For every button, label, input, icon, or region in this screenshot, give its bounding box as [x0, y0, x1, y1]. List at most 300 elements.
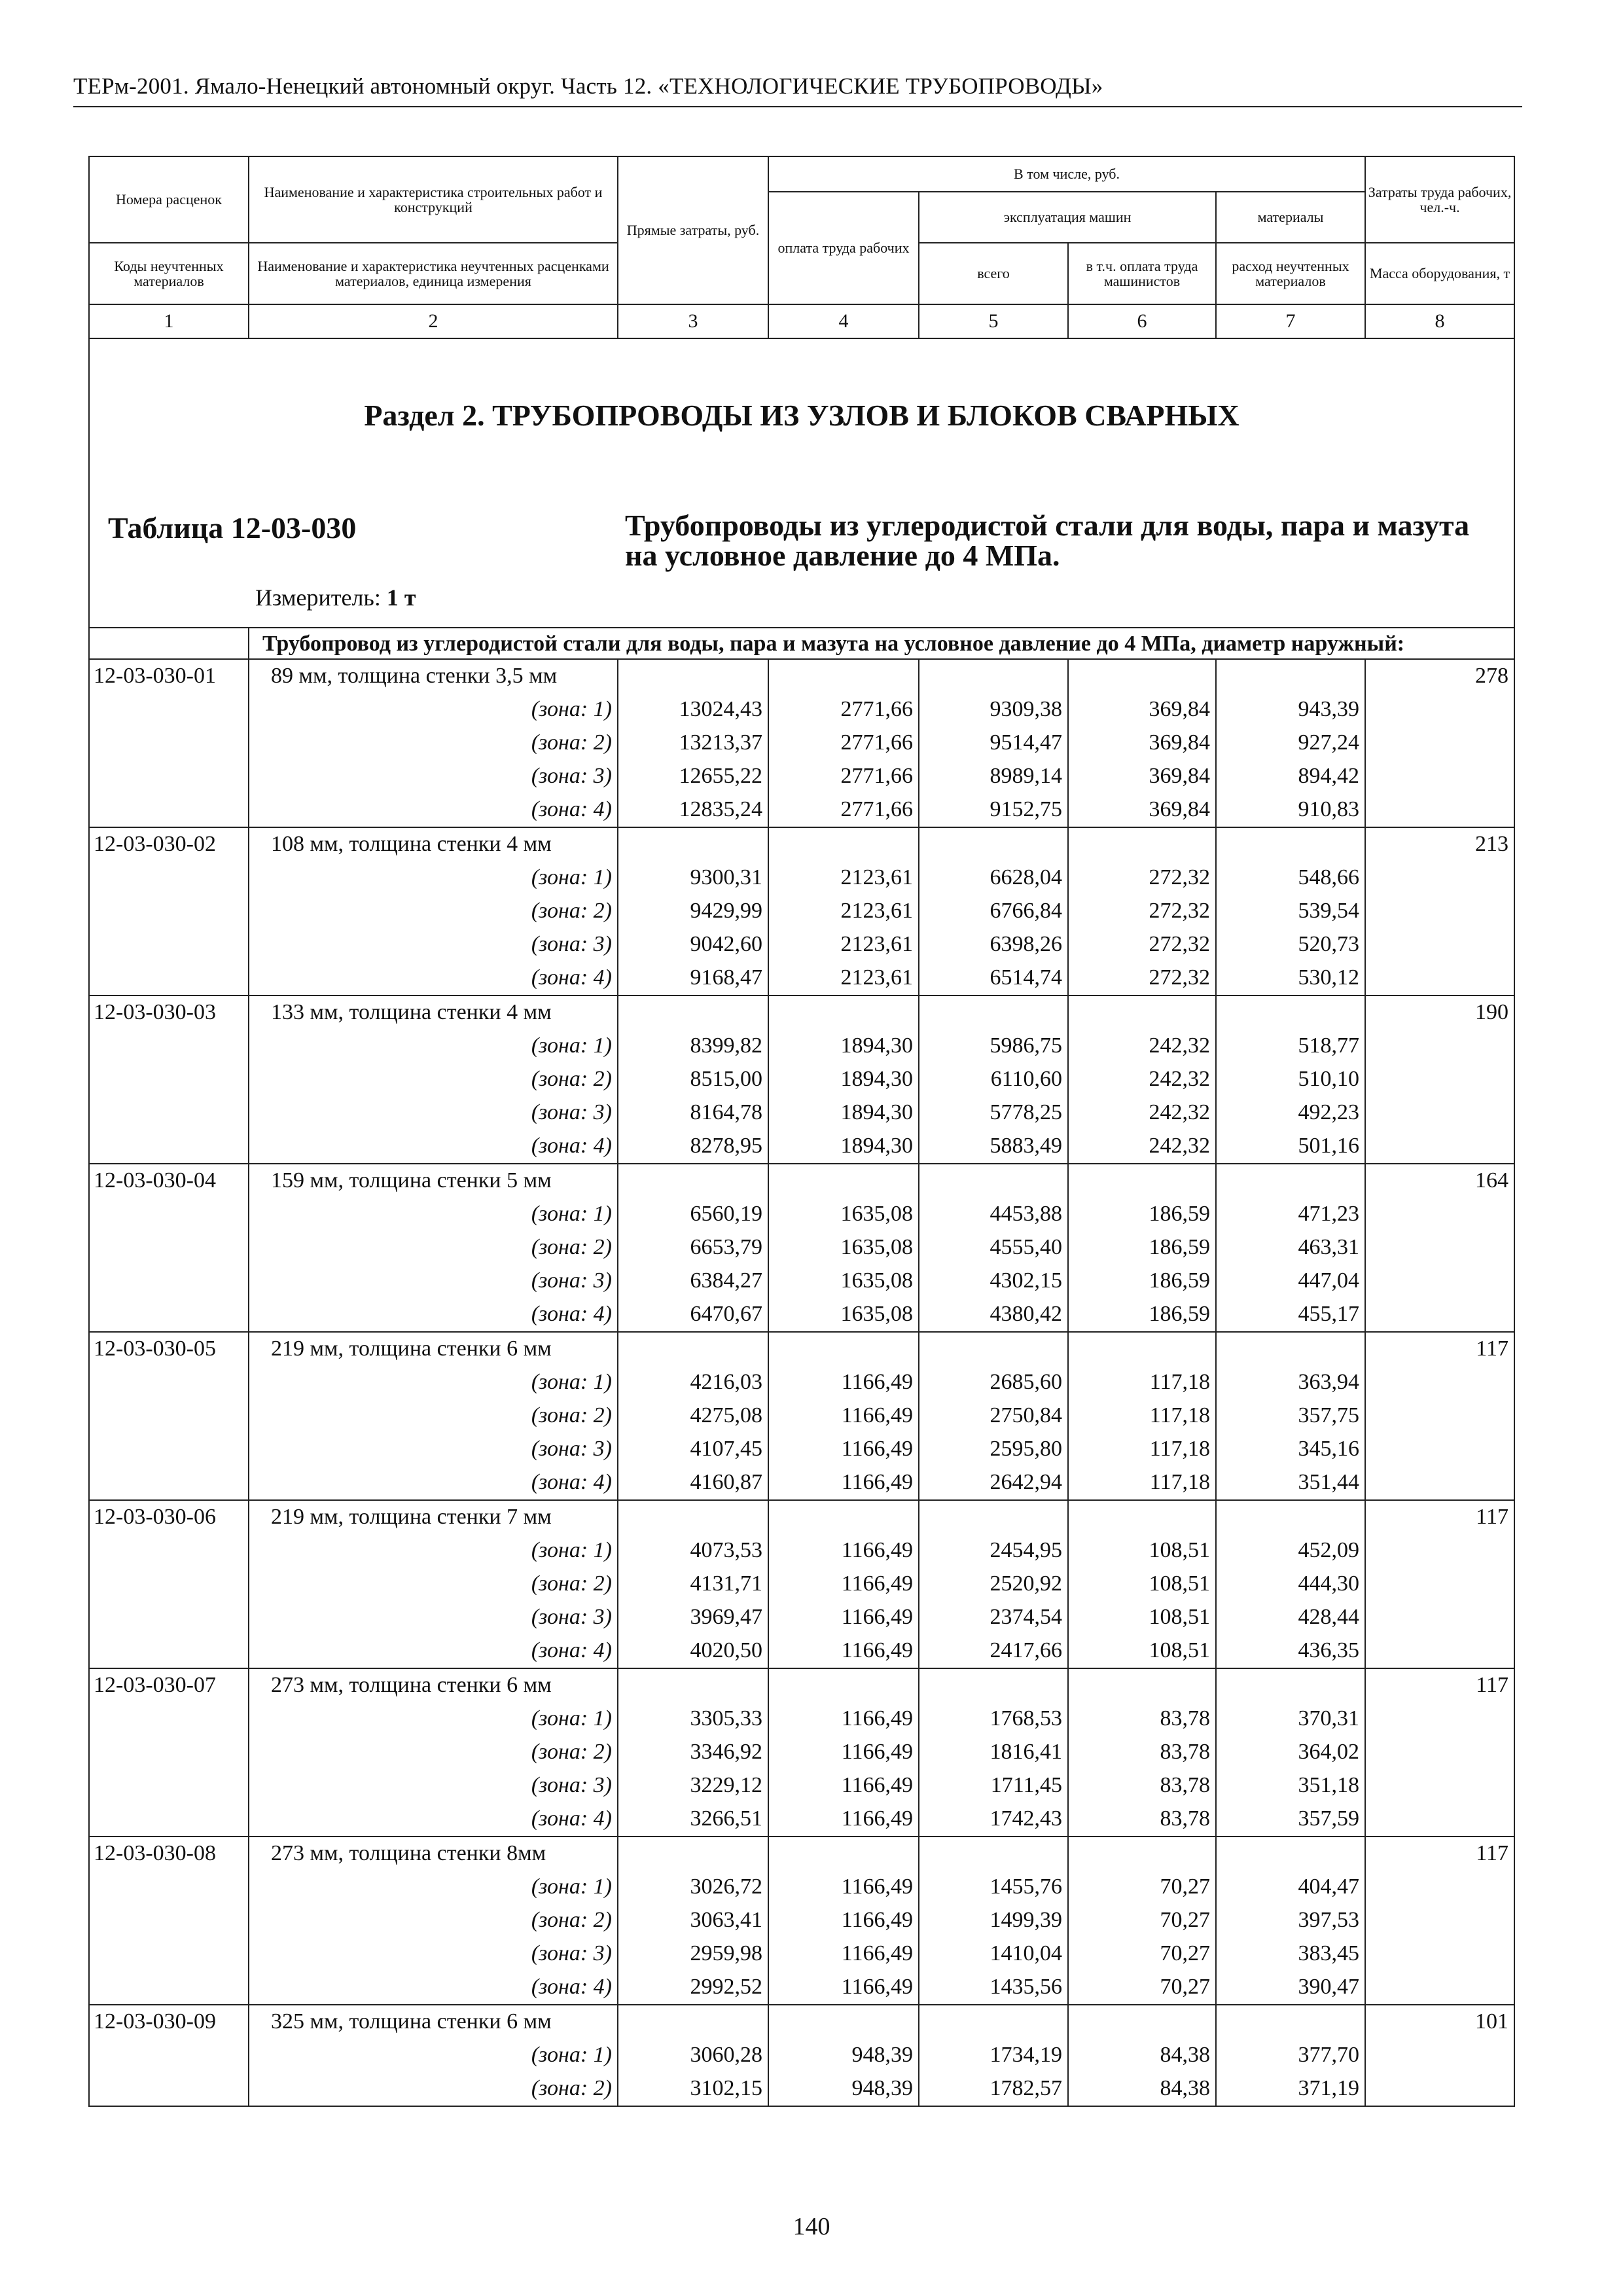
empty-cell — [1068, 996, 1216, 1030]
table-body — [89, 659, 1514, 2106]
worker-wage: 1166,49 — [768, 1433, 919, 1466]
zone-label: (зона: 4) — [249, 1466, 618, 1500]
machine-cost: 9152,75 — [919, 793, 1068, 827]
col-number: 1 — [89, 304, 249, 338]
machinist-wage: 369,84 — [1068, 726, 1216, 760]
empty-cell — [1365, 1601, 1514, 1634]
worker-wage: 1894,30 — [768, 1030, 919, 1063]
zone-label: (зона: 4) — [249, 1130, 618, 1164]
empty-cell — [768, 1164, 919, 1198]
empty-cell — [89, 1601, 249, 1634]
machine-cost: 5986,75 — [919, 1030, 1068, 1063]
worker-wage: 948,39 — [768, 2039, 919, 2072]
group-row — [89, 1837, 1514, 1871]
empty-cell — [89, 1736, 249, 1769]
worker-wage: 2123,61 — [768, 928, 919, 961]
zone-label: (зона: 1) — [249, 1366, 618, 1399]
zone-row — [89, 1803, 1514, 1837]
direct-cost: 8515,00 — [618, 1063, 768, 1096]
machine-cost: 6628,04 — [919, 861, 1068, 895]
empty-cell — [89, 928, 249, 961]
empty-cell — [1365, 1702, 1514, 1736]
empty-cell — [89, 1231, 249, 1265]
empty-cell — [89, 1130, 249, 1164]
rate-code: 12-03-030-01 — [89, 659, 249, 693]
empty-cell — [89, 1030, 249, 1063]
machinist-wage: 117,18 — [1068, 1399, 1216, 1433]
material-cost: 345,16 — [1216, 1433, 1365, 1466]
zone-row — [89, 1871, 1514, 1904]
empty-cell — [89, 2039, 249, 2072]
machinist-wage: 272,32 — [1068, 928, 1216, 961]
machinist-wage: 272,32 — [1068, 961, 1216, 996]
header-col6: в т.ч. оплата труда машинистов — [1068, 243, 1216, 304]
machinist-wage: 186,59 — [1068, 1298, 1216, 1332]
machine-cost: 5883,49 — [919, 1130, 1068, 1164]
machinist-wage: 242,32 — [1068, 1130, 1216, 1164]
worker-wage: 2123,61 — [768, 895, 919, 928]
rate-code: 12-03-030-06 — [89, 1500, 249, 1534]
col-number: 8 — [1365, 304, 1514, 338]
empty-cell — [1068, 659, 1216, 693]
zone-row — [89, 1736, 1514, 1769]
zone-row — [89, 2072, 1514, 2106]
empty-cell — [919, 996, 1068, 1030]
rate-description: 219 мм, толщина стенки 6 мм — [249, 1332, 618, 1366]
machine-cost: 1782,57 — [919, 2072, 1068, 2106]
machine-cost: 1816,41 — [919, 1736, 1068, 1769]
zone-row — [89, 693, 1514, 726]
labor-cost: 101 — [1365, 2005, 1514, 2039]
machine-cost: 1455,76 — [919, 1871, 1068, 1904]
direct-cost: 4275,08 — [618, 1399, 768, 1433]
material-cost: 397,53 — [1216, 1904, 1365, 1937]
empty-cell — [1216, 1332, 1365, 1366]
unit-label: Измеритель: — [255, 584, 381, 611]
material-cost: 455,17 — [1216, 1298, 1365, 1332]
empty-cell — [89, 1769, 249, 1803]
zone-label: (зона: 2) — [249, 895, 618, 928]
machinist-wage: 70,27 — [1068, 1871, 1216, 1904]
header-machines: эксплуатация машин — [919, 192, 1216, 243]
rate-code: 12-03-030-05 — [89, 1332, 249, 1366]
page-number: 140 — [793, 2213, 830, 2240]
empty-cell — [89, 1971, 249, 2005]
direct-cost: 3266,51 — [618, 1803, 768, 1837]
direct-cost: 9042,60 — [618, 928, 768, 961]
zone-label: (зона: 4) — [249, 961, 618, 996]
empty-cell — [1365, 1433, 1514, 1466]
machine-cost: 2642,94 — [919, 1466, 1068, 1500]
direct-cost: 8164,78 — [618, 1096, 768, 1130]
empty-cell — [919, 1668, 1068, 1702]
zone-label: (зона: 1) — [249, 1702, 618, 1736]
machinist-wage: 117,18 — [1068, 1466, 1216, 1500]
empty-cell — [89, 1871, 249, 1904]
machine-cost: 4453,88 — [919, 1198, 1068, 1231]
direct-cost: 6560,19 — [618, 1198, 768, 1231]
material-cost: 370,31 — [1216, 1702, 1365, 1736]
zone-label: (зона: 3) — [249, 1433, 618, 1466]
worker-wage: 1166,49 — [768, 1466, 919, 1500]
zone-row — [89, 895, 1514, 928]
empty-cell — [1068, 1837, 1216, 1871]
material-cost: 447,04 — [1216, 1265, 1365, 1298]
empty-cell — [768, 2005, 919, 2039]
material-cost: 452,09 — [1216, 1534, 1365, 1568]
empty-cell — [1365, 1399, 1514, 1433]
rate-description: 159 мм, толщина стенки 5 мм — [249, 1164, 618, 1198]
empty-cell — [89, 1063, 249, 1096]
empty-cell — [89, 1198, 249, 1231]
worker-wage: 1166,49 — [768, 1568, 919, 1601]
empty-cell — [89, 793, 249, 827]
machinist-wage: 186,59 — [1068, 1265, 1216, 1298]
zone-row — [89, 961, 1514, 996]
empty-cell — [1216, 1668, 1365, 1702]
rate-description: 133 мм, толщина стенки 4 мм — [249, 996, 618, 1030]
material-cost: 351,44 — [1216, 1466, 1365, 1500]
machine-cost: 1768,53 — [919, 1702, 1068, 1736]
empty-cell — [89, 1634, 249, 1668]
machinist-wage: 70,27 — [1068, 1971, 1216, 2005]
empty-cell — [919, 1837, 1068, 1871]
zone-label: (зона: 2) — [249, 2072, 618, 2106]
zone-row — [89, 928, 1514, 961]
empty-cell — [1365, 1298, 1514, 1332]
empty-cell — [89, 1265, 249, 1298]
zone-label: (зона: 2) — [249, 1063, 618, 1096]
col-number: 7 — [1216, 304, 1365, 338]
group-row — [89, 659, 1514, 693]
empty-cell — [1365, 1466, 1514, 1500]
labor-cost: 164 — [1365, 1164, 1514, 1198]
rate-code: 12-03-030-09 — [89, 2005, 249, 2039]
material-cost: 357,59 — [1216, 1803, 1365, 1837]
zone-label: (зона: 1) — [249, 861, 618, 895]
empty-cell — [1216, 659, 1365, 693]
worker-wage: 948,39 — [768, 2072, 919, 2106]
worker-wage: 1166,49 — [768, 1937, 919, 1971]
empty-cell — [89, 726, 249, 760]
zone-row — [89, 1601, 1514, 1634]
header-rule — [73, 106, 1522, 107]
direct-cost: 6653,79 — [618, 1231, 768, 1265]
direct-cost: 4216,03 — [618, 1366, 768, 1399]
zone-label: (зона: 4) — [249, 1971, 618, 2005]
empty-cell — [89, 895, 249, 928]
empty-cell — [1068, 1164, 1216, 1198]
zone-label: (зона: 1) — [249, 2039, 618, 2072]
zone-row — [89, 1634, 1514, 1668]
machine-cost: 9514,47 — [919, 726, 1068, 760]
zone-label: (зона: 3) — [249, 1937, 618, 1971]
empty-cell — [1365, 861, 1514, 895]
machinist-wage: 83,78 — [1068, 1736, 1216, 1769]
machinist-wage: 70,27 — [1068, 1937, 1216, 1971]
worker-wage: 2123,61 — [768, 861, 919, 895]
empty-cell — [1365, 1769, 1514, 1803]
labor-cost: 117 — [1365, 1837, 1514, 1871]
rate-description: 219 мм, толщина стенки 7 мм — [249, 1500, 618, 1534]
empty-cell — [1216, 1164, 1365, 1198]
zone-row — [89, 1265, 1514, 1298]
worker-wage: 1635,08 — [768, 1298, 919, 1332]
empty-cell — [89, 1568, 249, 1601]
empty-cell — [1365, 793, 1514, 827]
empty-cell — [1068, 1500, 1216, 1534]
direct-cost: 4131,71 — [618, 1568, 768, 1601]
material-cost: 404,47 — [1216, 1871, 1365, 1904]
intro-spacer — [89, 628, 249, 659]
empty-cell — [618, 1500, 768, 1534]
empty-cell — [919, 1332, 1068, 1366]
empty-cell — [919, 659, 1068, 693]
worker-wage: 1635,08 — [768, 1198, 919, 1231]
direct-cost: 2959,98 — [618, 1937, 768, 1971]
section-title: Раздел 2. ТРУБОПРОВОДЫ ИЗ УЗЛОВ И БЛОКОВ СВАРНЫХ — [364, 399, 1240, 432]
empty-cell — [89, 1399, 249, 1433]
empty-cell — [89, 1096, 249, 1130]
machine-cost: 6398,26 — [919, 928, 1068, 961]
direct-cost: 3229,12 — [618, 1769, 768, 1803]
rate-code: 12-03-030-03 — [89, 996, 249, 1030]
header-incl: В том числе, руб. — [768, 156, 1365, 192]
machine-cost: 2595,80 — [919, 1433, 1068, 1466]
zone-label: (зона: 4) — [249, 1298, 618, 1332]
empty-cell — [1216, 1500, 1365, 1534]
empty-cell — [1365, 1937, 1514, 1971]
empty-cell — [1365, 2039, 1514, 2072]
zone-label: (зона: 2) — [249, 1231, 618, 1265]
machinist-wage: 108,51 — [1068, 1568, 1216, 1601]
direct-cost: 13024,43 — [618, 693, 768, 726]
empty-cell — [1216, 1837, 1365, 1871]
machine-cost: 6514,74 — [919, 961, 1068, 996]
machinist-wage: 186,59 — [1068, 1198, 1216, 1231]
running-header: ТЕРм-2001. Ямало-Ненецкий автономный округ. Часть 12. «ТЕХНОЛОГИЧЕСКИЕ ТРУБОПРОВОДЫ» — [73, 73, 1103, 99]
group-row — [89, 1668, 1514, 1702]
worker-wage: 2771,66 — [768, 793, 919, 827]
material-cost: 510,10 — [1216, 1063, 1365, 1096]
labor-cost: 213 — [1365, 827, 1514, 861]
group-row — [89, 1500, 1514, 1534]
direct-cost: 3346,92 — [618, 1736, 768, 1769]
empty-cell — [1365, 895, 1514, 928]
machine-cost: 8989,14 — [919, 760, 1068, 793]
material-cost: 371,19 — [1216, 2072, 1365, 2106]
worker-wage: 1894,30 — [768, 1130, 919, 1164]
material-cost: 530,12 — [1216, 961, 1365, 996]
empty-cell — [89, 760, 249, 793]
material-cost: 927,24 — [1216, 726, 1365, 760]
zone-row — [89, 1298, 1514, 1332]
rate-code: 12-03-030-04 — [89, 1164, 249, 1198]
group-row — [89, 1164, 1514, 1198]
machine-cost: 1711,45 — [919, 1769, 1068, 1803]
empty-cell — [1365, 693, 1514, 726]
machinist-wage: 242,32 — [1068, 1063, 1216, 1096]
zone-row — [89, 1568, 1514, 1601]
empty-cell — [1365, 1534, 1514, 1568]
zone-row — [89, 1096, 1514, 1130]
empty-cell — [1365, 2072, 1514, 2106]
empty-cell — [618, 1332, 768, 1366]
empty-cell — [1365, 1366, 1514, 1399]
header-col3: Прямые затраты, руб. — [618, 156, 768, 304]
direct-cost: 6470,67 — [618, 1298, 768, 1332]
empty-cell — [1365, 760, 1514, 793]
header-col8-top: Затраты труда рабочих, чел.-ч. — [1365, 156, 1514, 243]
zone-row — [89, 760, 1514, 793]
zone-label: (зона: 1) — [249, 693, 618, 726]
empty-cell — [1365, 1803, 1514, 1837]
zone-label: (зона: 2) — [249, 1904, 618, 1937]
machinist-wage: 186,59 — [1068, 1231, 1216, 1265]
header-col7: расход неучтенных материалов — [1216, 243, 1365, 304]
empty-cell — [618, 1164, 768, 1198]
machine-cost: 2685,60 — [919, 1366, 1068, 1399]
worker-wage: 1166,49 — [768, 1904, 919, 1937]
header-col1-top: Номера расценок — [89, 156, 249, 243]
empty-cell — [89, 1534, 249, 1568]
empty-cell — [1365, 1265, 1514, 1298]
direct-cost: 3026,72 — [618, 1871, 768, 1904]
zone-label: (зона: 2) — [249, 726, 618, 760]
zone-label: (зона: 3) — [249, 1265, 618, 1298]
direct-cost: 9300,31 — [618, 861, 768, 895]
material-cost: 351,18 — [1216, 1769, 1365, 1803]
material-cost: 910,83 — [1216, 793, 1365, 827]
zone-label: (зона: 4) — [249, 793, 618, 827]
machinist-wage: 369,84 — [1068, 760, 1216, 793]
zone-row — [89, 1769, 1514, 1803]
machine-cost: 1734,19 — [919, 2039, 1068, 2072]
empty-cell — [89, 1904, 249, 1937]
machine-cost: 2454,95 — [919, 1534, 1068, 1568]
direct-cost: 3063,41 — [618, 1904, 768, 1937]
machine-cost: 2374,54 — [919, 1601, 1068, 1634]
direct-cost: 4073,53 — [618, 1534, 768, 1568]
worker-wage: 2771,66 — [768, 760, 919, 793]
empty-cell — [1216, 2005, 1365, 2039]
machinist-wage: 70,27 — [1068, 1904, 1216, 1937]
machine-cost: 4380,42 — [919, 1298, 1068, 1332]
empty-cell — [1216, 996, 1365, 1030]
unit-value: 1 т — [386, 584, 416, 611]
empty-cell — [89, 961, 249, 996]
worker-wage: 2771,66 — [768, 693, 919, 726]
machinist-wage: 272,32 — [1068, 861, 1216, 895]
machine-cost: 1499,39 — [919, 1904, 1068, 1937]
direct-cost: 12655,22 — [618, 760, 768, 793]
zone-row — [89, 1904, 1514, 1937]
worker-wage: 1166,49 — [768, 1702, 919, 1736]
zone-label: (зона: 2) — [249, 1399, 618, 1433]
zone-label: (зона: 3) — [249, 1601, 618, 1634]
direct-cost: 3969,47 — [618, 1601, 768, 1634]
direct-cost: 9429,99 — [618, 895, 768, 928]
empty-cell — [1068, 827, 1216, 861]
zone-row — [89, 1466, 1514, 1500]
header-col2-bottom: Наименование и характеристика неучтенных расценками материалов, единица измерения — [249, 243, 618, 304]
empty-cell — [1365, 1231, 1514, 1265]
machinist-wage: 83,78 — [1068, 1803, 1216, 1837]
machinist-wage: 369,84 — [1068, 793, 1216, 827]
direct-cost: 8399,82 — [618, 1030, 768, 1063]
empty-cell — [1365, 1063, 1514, 1096]
empty-cell — [89, 1298, 249, 1332]
empty-cell — [919, 1164, 1068, 1198]
machinist-wage: 83,78 — [1068, 1702, 1216, 1736]
direct-cost: 3305,33 — [618, 1702, 768, 1736]
zone-row — [89, 1433, 1514, 1466]
zone-label: (зона: 3) — [249, 1096, 618, 1130]
empty-cell — [1365, 1736, 1514, 1769]
labor-cost: 190 — [1365, 996, 1514, 1030]
machine-cost: 1410,04 — [919, 1937, 1068, 1971]
intro-text: Трубопровод из углеродистой стали для воды, пара и мазута на условное давление до 4 МПа, диаметр наружный: — [249, 628, 1514, 659]
zone-label: (зона: 2) — [249, 1568, 618, 1601]
empty-cell — [89, 1466, 249, 1500]
table-label: Таблица 12-03-030 — [108, 511, 357, 545]
empty-cell — [618, 827, 768, 861]
group-row — [89, 996, 1514, 1030]
machinist-wage: 242,32 — [1068, 1030, 1216, 1063]
rate-description: 325 мм, толщина стенки 6 мм — [249, 2005, 618, 2039]
zone-row — [89, 1534, 1514, 1568]
empty-cell — [89, 1702, 249, 1736]
empty-cell — [919, 2005, 1068, 2039]
zone-row — [89, 1366, 1514, 1399]
machine-cost: 2520,92 — [919, 1568, 1068, 1601]
machine-cost: 2417,66 — [919, 1634, 1068, 1668]
material-cost: 463,31 — [1216, 1231, 1365, 1265]
empty-cell — [1365, 1634, 1514, 1668]
empty-cell — [618, 2005, 768, 2039]
zone-row — [89, 861, 1514, 895]
empty-cell — [768, 1668, 919, 1702]
empty-cell — [1365, 1198, 1514, 1231]
table-title: Трубопроводы из углеродистой стали для воды, пара и мазута на условное давление до 4 МПа. — [625, 509, 1470, 572]
worker-wage: 1166,49 — [768, 1399, 919, 1433]
group-row — [89, 827, 1514, 861]
empty-cell — [89, 693, 249, 726]
col-number: 4 — [768, 304, 919, 338]
machine-cost: 5778,25 — [919, 1096, 1068, 1130]
direct-cost: 4020,50 — [618, 1634, 768, 1668]
direct-cost: 9168,47 — [618, 961, 768, 996]
empty-cell — [89, 861, 249, 895]
material-cost: 518,77 — [1216, 1030, 1365, 1063]
empty-cell — [1365, 1871, 1514, 1904]
direct-cost: 8278,95 — [618, 1130, 768, 1164]
machinist-wage: 84,38 — [1068, 2039, 1216, 2072]
header-col4: оплата труда рабочих — [768, 192, 919, 304]
empty-cell — [1068, 2005, 1216, 2039]
worker-wage: 1166,49 — [768, 1601, 919, 1634]
material-cost: 436,35 — [1216, 1634, 1365, 1668]
empty-cell — [89, 1803, 249, 1837]
empty-cell — [1365, 726, 1514, 760]
empty-cell — [919, 1500, 1068, 1534]
machinist-wage: 108,51 — [1068, 1634, 1216, 1668]
empty-cell — [1365, 961, 1514, 996]
labor-cost: 117 — [1365, 1668, 1514, 1702]
empty-cell — [1365, 1030, 1514, 1063]
worker-wage: 1166,49 — [768, 1634, 919, 1668]
direct-cost: 2992,52 — [618, 1971, 768, 2005]
